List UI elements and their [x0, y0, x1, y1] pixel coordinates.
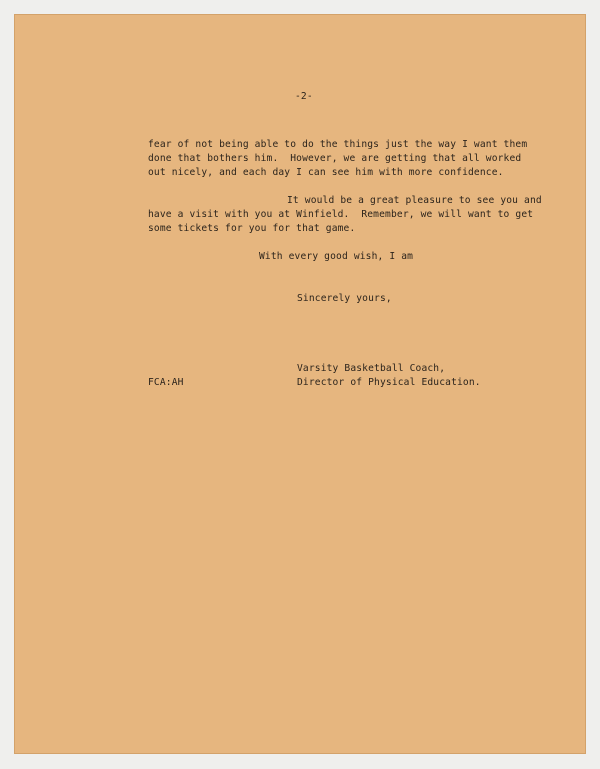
reverse-side-show-through [164, 269, 494, 589]
signer-title-line-1: Varsity Basketball Coach, [297, 363, 446, 374]
paragraph-1-line: done that bothers him. However, we are getting that all worked [148, 153, 522, 164]
letter-page [14, 14, 586, 754]
paragraph-1-line: fear of not being able to do the things just the way I want them [148, 139, 528, 150]
typist-initials: FCA:AH [148, 377, 184, 388]
sign-off: Sincerely yours, [297, 293, 392, 304]
signer-title-line-2: Director of Physical Education. [297, 377, 481, 388]
closing-wish: With every good wish, I am [259, 251, 414, 262]
paragraph-1-line: out nicely, and each day I can see him with more confidence. [148, 167, 504, 178]
paragraph-2-line: It would be a great pleasure to see you and [287, 195, 542, 206]
paragraph-2-line: have a visit with you at Winfield. Remember, we will want to get [148, 209, 534, 220]
paragraph-2-line: some tickets for you for that game. [148, 223, 356, 234]
page-number: -2- [295, 91, 313, 102]
